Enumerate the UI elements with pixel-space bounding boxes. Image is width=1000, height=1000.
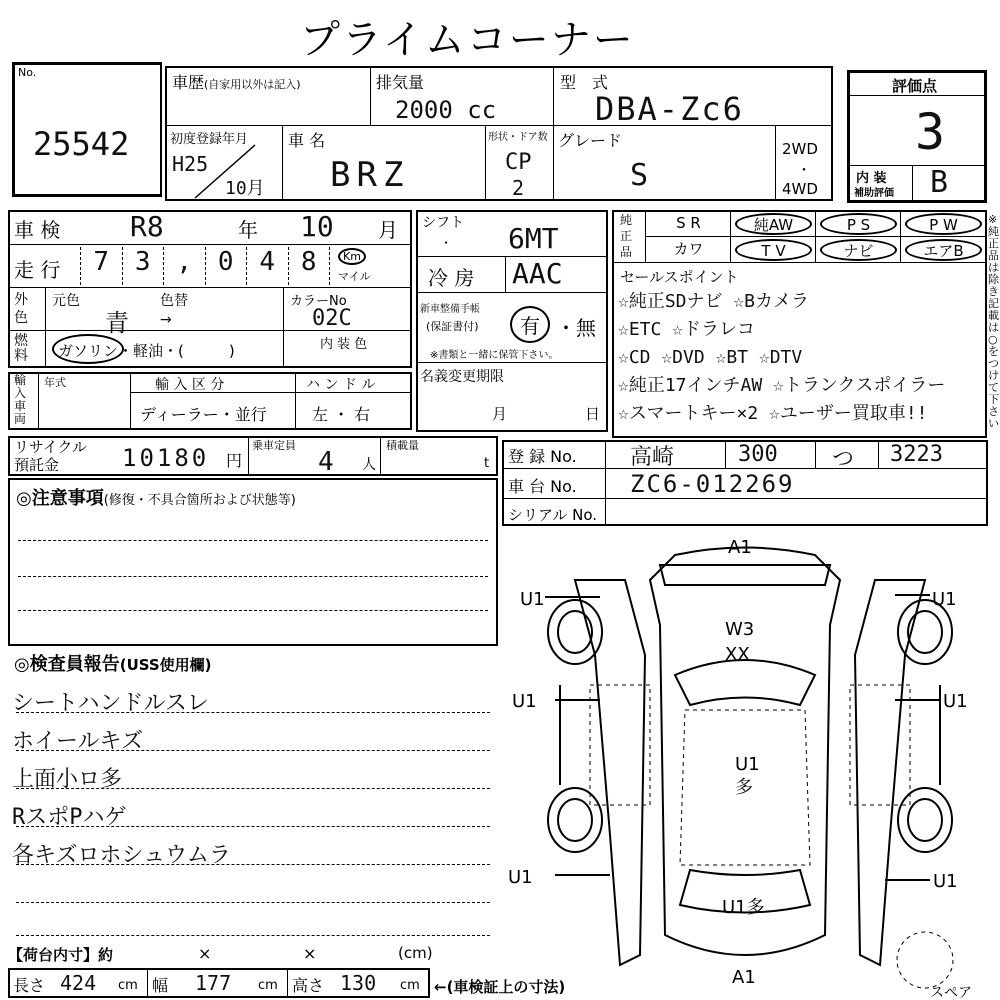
dent-tag: U1 xyxy=(520,589,545,610)
report-line xyxy=(16,935,490,936)
equipment-item: S R xyxy=(676,214,701,232)
color-code: 02C xyxy=(312,306,352,331)
rename-month: 月 xyxy=(492,405,508,423)
shift-label: シフト xyxy=(422,215,464,231)
car-diagram xyxy=(500,535,1000,1000)
mileage-digit: 8 xyxy=(288,247,331,285)
body-value-2: 2 xyxy=(512,176,525,200)
cargo-label: 【荷台内寸】約 xyxy=(8,946,114,964)
recycle-label-1: リサイクル xyxy=(14,438,87,456)
grid-vline xyxy=(815,440,816,468)
report-entry: RスポPハゲ xyxy=(12,805,127,830)
registration-number: 3223 xyxy=(890,442,943,467)
grid-vline xyxy=(775,125,776,201)
first-reg-label: 初度登録年月 xyxy=(170,132,249,147)
first-reg-year: H25 xyxy=(172,152,209,176)
center-mark-2: 多 xyxy=(735,777,753,798)
roof-mark: W3 xyxy=(725,619,755,640)
maintenance-yes xyxy=(510,306,550,343)
grid-vline xyxy=(147,968,148,998)
dent-tag: U1 xyxy=(932,589,957,610)
capacity-value: 4 xyxy=(318,447,334,477)
no-box xyxy=(12,62,162,197)
front-mark: A1 xyxy=(728,537,752,558)
history-note: (自家用以外は記入) xyxy=(204,78,301,91)
grid-vline xyxy=(282,125,283,201)
grid-vline xyxy=(38,372,39,430)
notes-sub: (修復・不具合箇所および状態等) xyxy=(103,493,296,508)
grid-hline xyxy=(416,362,608,363)
fuel-label: 燃料 xyxy=(14,333,28,364)
color-label: 外色 xyxy=(14,292,28,326)
fuel-options: ガソリン・軽油・( ) xyxy=(58,342,235,360)
grid-vline xyxy=(295,372,296,430)
handle-label: ハ ン ド ル xyxy=(306,377,376,393)
interior-grid-line xyxy=(850,165,984,166)
maintenance-note: ※書類と一緒に保管下さい。 xyxy=(430,350,559,361)
equipment-item: エアB xyxy=(905,239,982,261)
sales-point: ☆純正17インチAW ☆トランクスポイラー xyxy=(618,375,946,396)
mileage-digit: 0 xyxy=(205,247,247,285)
page-title: プライムコーナー xyxy=(300,17,635,63)
grid-vline xyxy=(283,287,284,368)
sales-point: ☆CD ☆DVD ☆BT ☆DTV xyxy=(618,347,803,368)
chassis-value: ZC6-012269 xyxy=(630,470,795,498)
first-reg-month: 10月 xyxy=(225,178,265,199)
report-entry: シートハンドルスレ xyxy=(12,691,209,716)
sales-point: ☆ETC ☆ドラレコ xyxy=(618,319,756,340)
registration-kana: つ xyxy=(832,447,855,472)
wheel-rear-left-inner xyxy=(558,799,592,841)
model-value: DBA-Zc6 xyxy=(595,90,744,128)
body-value-1: CP xyxy=(505,150,532,175)
grid-vline xyxy=(505,256,506,292)
mileage-digit: 7 xyxy=(80,247,122,285)
mileage-digit: , xyxy=(163,247,205,285)
displacement-label: 排気量 xyxy=(376,73,425,92)
notes-block xyxy=(8,478,498,646)
equipment-item: P W xyxy=(905,213,982,235)
length-label: 長さ xyxy=(13,976,46,995)
color-orig: 青 xyxy=(105,309,129,337)
drive-2wd: 2WD xyxy=(782,140,818,158)
wheel-front-left xyxy=(548,600,602,664)
sales-point: ☆純正SDナビ ☆Bカメラ xyxy=(618,291,810,312)
inspection-month: 10 xyxy=(300,210,334,243)
shift-value: 6MT xyxy=(508,222,559,255)
length-value: 424 xyxy=(60,971,97,995)
report-line xyxy=(16,902,490,903)
interior-value: B xyxy=(930,165,949,200)
rating-value: 3 xyxy=(915,103,946,161)
capacity-label: 乗車定員 xyxy=(252,439,296,452)
aux-label: 補助評価 xyxy=(854,188,894,199)
height-label: 高さ xyxy=(292,976,325,995)
shift-dot: ・ xyxy=(440,236,453,250)
grid-hline xyxy=(502,468,988,469)
rear-label: A1 xyxy=(732,967,756,988)
report-title xyxy=(14,650,212,676)
handle-opts: 左 ・ 右 xyxy=(312,405,371,424)
color-change-label: 色替 xyxy=(160,293,188,309)
equipment-item: P S xyxy=(820,213,897,235)
windshield xyxy=(675,660,815,705)
left-fender xyxy=(575,580,645,965)
import-class-label: 輸 入 区 分 xyxy=(155,377,225,393)
dent-tag: U1 xyxy=(933,871,958,892)
equipment-item: 純AW xyxy=(735,213,812,235)
grade-label: グレード xyxy=(558,131,623,150)
history-label-text: 車歴 xyxy=(172,73,205,92)
report-entry: ホイールキズ xyxy=(12,729,144,754)
inspection-era: R8 xyxy=(130,210,164,243)
import-class-opts: ディーラー・並行 xyxy=(140,405,267,424)
report-entry: 各キズロホシュウムラ xyxy=(12,843,231,868)
sales-point: ☆スマートキー×2 ☆ユーザー買取車!! xyxy=(618,403,928,424)
cargo-row xyxy=(8,942,498,966)
report-sub: (USS使用欄) xyxy=(119,656,212,674)
mileage-unit-km xyxy=(338,248,366,265)
history-label xyxy=(172,70,301,93)
report-title-text: ◎検査員報告 xyxy=(14,654,120,675)
notes-title xyxy=(16,484,296,510)
recycle-label-2: 預託金 xyxy=(14,456,60,474)
drive-dot: ・ xyxy=(797,163,811,179)
rename-day: 日 xyxy=(585,405,601,423)
equipment-grid xyxy=(646,211,986,261)
ac-value: AAC xyxy=(512,257,563,290)
width-value: 177 xyxy=(195,971,232,995)
mileage-unit-mile: マイル xyxy=(338,270,371,283)
grid-vline xyxy=(553,66,554,201)
width-label: 幅 xyxy=(152,976,169,995)
registration-label: 登 録 No. xyxy=(508,447,577,466)
load-label: 積載量 xyxy=(386,439,419,452)
inspection-month-label: 月 xyxy=(378,218,398,242)
notes-line xyxy=(18,540,488,541)
cargo-x1: × xyxy=(198,944,212,963)
wheel-front-right-inner xyxy=(908,611,942,653)
length-unit: cm xyxy=(118,978,138,993)
dent-tag: U1 xyxy=(512,691,537,712)
fuel-circle xyxy=(52,334,124,364)
front-bumper xyxy=(660,565,830,585)
sales-points xyxy=(618,288,986,428)
rename-label: 名義変更期限 xyxy=(420,369,504,385)
width-unit: cm xyxy=(258,978,278,993)
wheel-front-left-inner xyxy=(558,611,592,653)
sales-points-label: セールスポイント xyxy=(620,268,739,286)
chassis-label: 車 台 No. xyxy=(508,477,577,496)
recycle-unit: 円 xyxy=(226,451,243,470)
color-code-label: カラーNo xyxy=(290,294,347,309)
wheel-rear-right xyxy=(898,788,952,852)
car-name-label: 車 名 xyxy=(288,131,326,150)
grid-hline xyxy=(416,292,608,293)
car-name-value: BRZ xyxy=(330,155,410,195)
wheel-rear-right-inner xyxy=(908,799,942,841)
report-entry: 上面小ロ多 xyxy=(12,767,123,792)
maintenance-yes-text: 有 xyxy=(510,306,550,343)
cargo-x2: × xyxy=(303,944,317,963)
grid-vline xyxy=(485,125,486,201)
notes-title-text: ◎注意事項 xyxy=(16,488,104,509)
spare-label: スペア xyxy=(930,985,972,1000)
import-label: 輸入車両 xyxy=(14,373,27,426)
load-unit: t xyxy=(484,456,490,471)
height-unit: cm xyxy=(400,978,420,993)
inspection-label: 車 検 xyxy=(14,218,61,242)
maintenance-no: ・無 xyxy=(556,316,596,340)
notes-line xyxy=(18,610,488,611)
interior-grid-vline xyxy=(912,165,913,200)
report-lines xyxy=(8,680,498,938)
dent-tag: U1 xyxy=(508,867,533,888)
grid-hline xyxy=(8,244,412,245)
inspection-year-label: 年 xyxy=(238,218,258,242)
color-arrow: → xyxy=(160,312,172,328)
recycle-value: 10180 xyxy=(122,444,210,472)
mileage-digits xyxy=(80,247,330,285)
equipment-item: ナビ xyxy=(820,239,897,261)
grade-value: S xyxy=(630,158,649,193)
wheel-rear-left xyxy=(548,788,602,852)
grid-vline xyxy=(725,440,726,468)
maintenance-sub: (保証書付) xyxy=(426,320,479,333)
rear-mark: U1多 xyxy=(722,897,765,918)
mileage-digit: 3 xyxy=(122,247,164,285)
height-value: 130 xyxy=(340,971,377,995)
grid-hline xyxy=(612,262,987,263)
center-mark: U1 xyxy=(735,754,760,775)
equipment-item: T V xyxy=(735,239,812,261)
rating-box xyxy=(847,70,987,203)
mileage-unit-km-text: Km xyxy=(338,248,366,265)
grid-vline xyxy=(878,440,879,468)
dims-note: ←(車検証上の寸法) xyxy=(434,978,566,996)
color-orig-label: 元色 xyxy=(52,293,80,309)
no-label: No. xyxy=(18,66,37,79)
mileage-label: 走 行 xyxy=(14,258,61,282)
registration-place: 高崎 xyxy=(630,445,675,470)
model-label: 型 式 xyxy=(560,73,609,92)
roof-mark-2: XX xyxy=(725,644,750,665)
grid-vline xyxy=(45,287,46,368)
equipment-label: 純正品 xyxy=(620,213,633,259)
registration-class: 300 xyxy=(738,442,778,467)
grid-vline xyxy=(370,66,371,126)
capacity-unit: 人 xyxy=(362,457,376,473)
mileage-digit: 4 xyxy=(246,247,288,285)
serial-label: シリアル No. xyxy=(508,506,598,524)
grid-vline xyxy=(605,440,606,526)
drive-4wd: 4WD xyxy=(782,180,818,198)
spare-tire xyxy=(897,932,953,988)
grid-vline xyxy=(287,968,288,998)
grid-vline xyxy=(248,436,249,476)
car-body-outline xyxy=(650,548,840,956)
maintenance-label: 新車整備手帳 xyxy=(420,304,480,315)
interior-color-label: 内 装 色 xyxy=(320,337,368,352)
side-note: ※純正品は除き記載は○をつけて下さい xyxy=(988,213,999,430)
import-year-label: 年式 xyxy=(44,376,66,389)
right-fender xyxy=(855,580,925,965)
body-label: 形状・ドア数 xyxy=(488,132,548,143)
cargo-unit: (cm) xyxy=(398,944,433,962)
ac-label: 冷 房 xyxy=(428,266,475,290)
rating-label: 評価点 xyxy=(892,77,938,95)
grid-hline xyxy=(502,498,988,499)
displacement-value: 2000 cc xyxy=(395,96,497,124)
grid-vline xyxy=(380,436,381,476)
grid-hline xyxy=(8,287,412,288)
equipment-item: カワ xyxy=(673,240,704,258)
no-value: 25542 xyxy=(33,125,130,163)
dent-tag: U1 xyxy=(943,691,968,712)
grid-vline xyxy=(130,372,131,430)
notes-line xyxy=(18,576,488,577)
interior-label: 内 装 xyxy=(856,171,887,186)
